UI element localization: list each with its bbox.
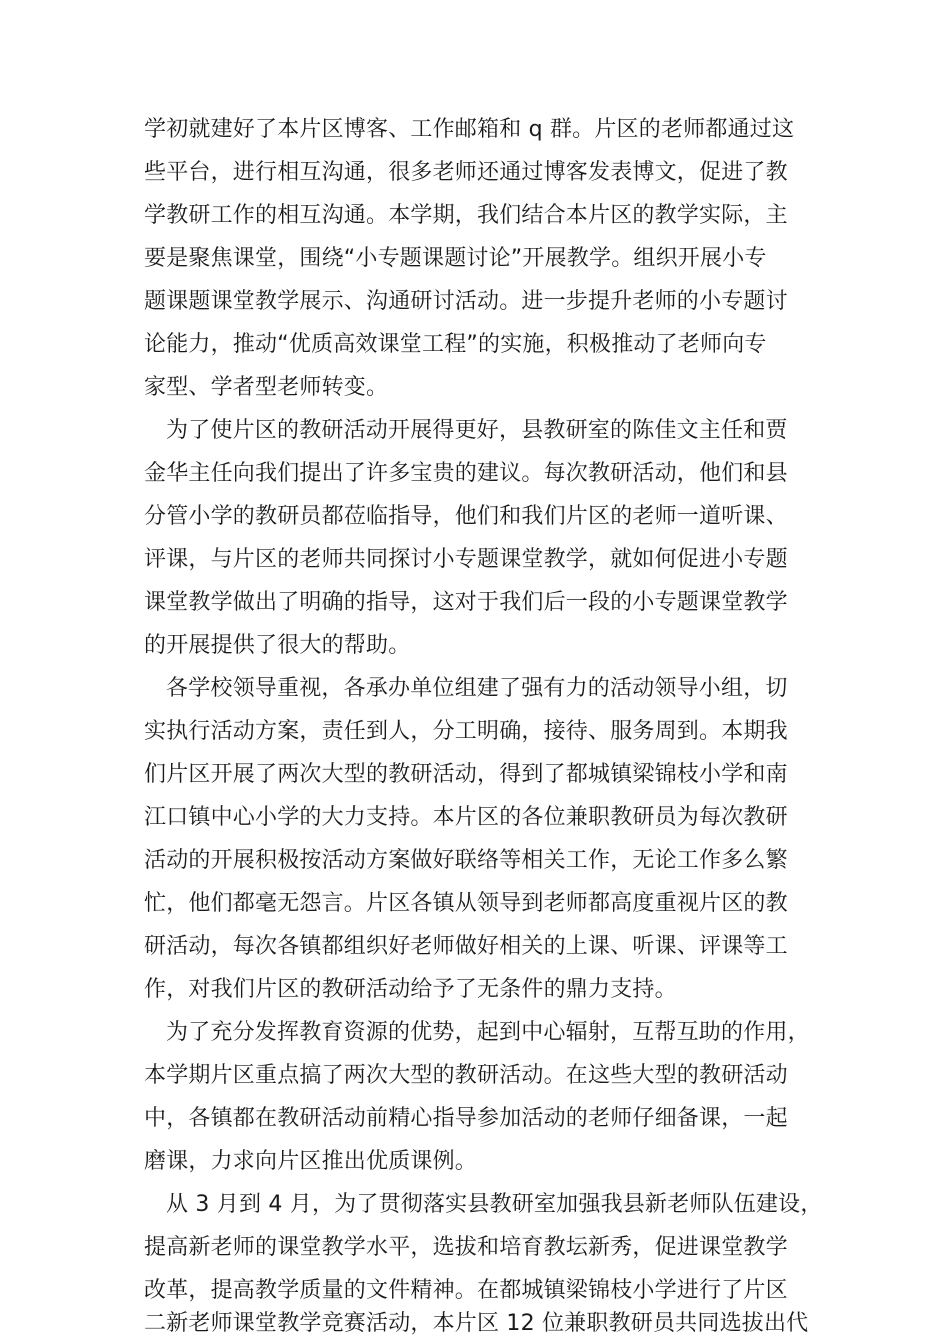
text-line: 本学期片区重点搞了两次大型的教研活动。在这些大型的教研活动 xyxy=(144,1063,788,1088)
text-line: 改革，提高教学质量的文件精神。在都城镇梁锦枝小学进行了片区 xyxy=(144,1278,788,1303)
paragraph-first-line: 为了使片区的教研活动开展得更好，县教研室的陈佳文主任和贾 xyxy=(166,418,788,443)
text-line: 课堂教学做出了明确的指导，这对于我们后一段的小专题课堂教学 xyxy=(144,590,788,615)
text-line: 要是聚焦课堂，围绕“小专题课题讨论”开展教学。组织开展小专 xyxy=(144,246,767,271)
text-line: 的开展提供了很大的帮助。 xyxy=(144,633,411,658)
text-line: 学教研工作的相互沟通。本学期，我们结合本片区的教学实际，主 xyxy=(144,203,788,228)
text-line: 活动的开展积极按活动方案做好联络等相关工作，无论工作多么繁 xyxy=(144,848,788,873)
text-line: 忙，他们都毫无怨言。片区各镇从领导到老师都高度重视片区的教 xyxy=(144,891,788,916)
text-line: 中，各镇都在教研活动前精心指导参加活动的老师仔细备课，一起 xyxy=(144,1106,788,1131)
paragraph-first-line: 为了充分发挥教育资源的优势，起到中心辐射，互帮互助的作用， xyxy=(166,1020,810,1045)
text-line: 学初就建好了本片区博客、工作邮箱和 q 群。片区的老师都通过这 xyxy=(144,117,795,142)
text-line: 分管小学的教研员都莅临指导，他们和我们片区的老师一道听课、 xyxy=(144,504,788,529)
text-line: 二新老师课堂教学竞赛活动，本片区 12 位兼职教研员共同选拔出代 xyxy=(144,1311,809,1336)
text-line: 题课题课堂教学展示、沟通研讨活动。进一步提升老师的小专题讨 xyxy=(144,289,788,314)
text-line: 金华主任向我们提出了许多宝贵的建议。每次教研活动，他们和县 xyxy=(144,461,788,486)
text-line: 些平台，进行相互沟通，很多老师还通过博客发表博文，促进了教 xyxy=(144,160,788,185)
text-line: 磨课，力求向片区推出优质课例。 xyxy=(144,1149,478,1174)
text-line: 评课，与片区的老师共同探讨小专题课堂教学，就如何促进小专题 xyxy=(144,547,788,572)
paragraph-first-line: 各学校领导重视，各承办单位组建了强有力的活动领导小组，切 xyxy=(166,676,788,701)
text-line: 提高新老师的课堂教学水平，选拔和培育教坛新秀，促进课堂教学 xyxy=(144,1235,788,1260)
text-line: 们片区开展了两次大型的教研活动，得到了都城镇梁锦枝小学和南 xyxy=(144,762,788,787)
text-line: 作，对我们片区的教研活动给予了无条件的鼎力支持。 xyxy=(144,977,677,1002)
text-line: 家型、学者型老师转变。 xyxy=(144,375,389,400)
text-line: 江口镇中心小学的大力支持。本片区的各位兼职教研员为每次教研 xyxy=(144,805,788,830)
text-line: 论能力，推动“优质高效课堂工程”的实施，积极推动了老师向专 xyxy=(144,332,767,357)
paragraph-first-line: 从 3 月到 4 月，为了贯彻落实县教研室加强我县新老师队伍建设， xyxy=(166,1192,823,1217)
text-line: 研活动，每次各镇都组织好老师做好相关的上课、听课、评课等工 xyxy=(144,934,788,959)
text-line: 实执行活动方案，责任到人，分工明确，接待、服务周到。本期我 xyxy=(144,719,788,744)
